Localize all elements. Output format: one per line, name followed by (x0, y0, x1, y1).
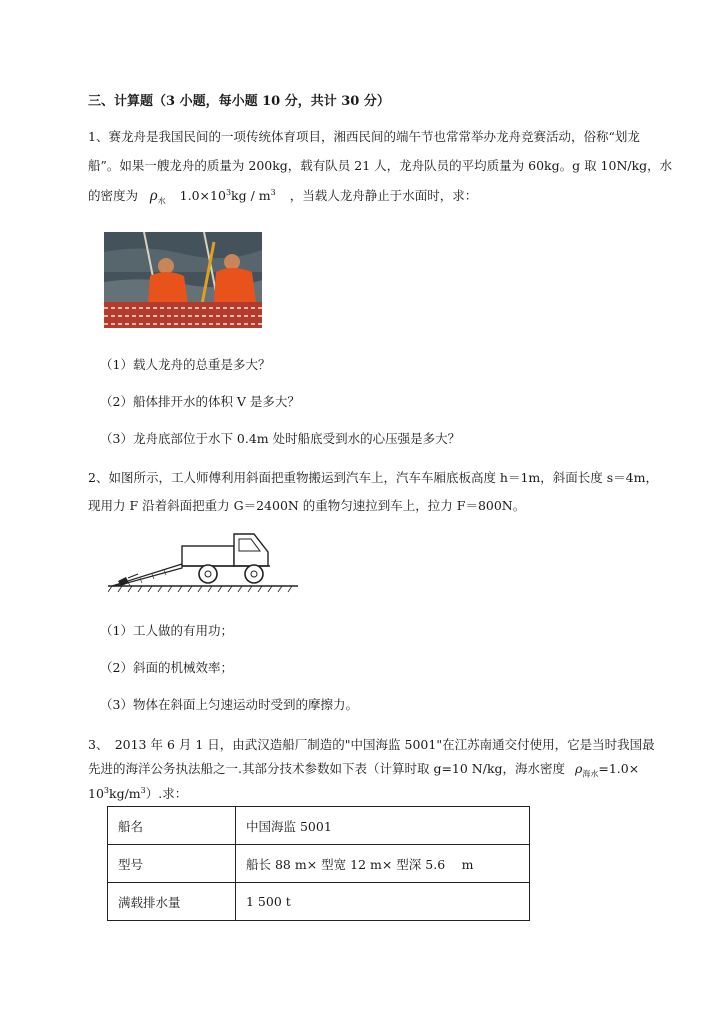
dragon-boat-photo (104, 232, 262, 328)
q3-line-2-prefix: 先进的海洋公务执法船之一.其部分技术参数如下表（计算时取 g=10 N/kg，海水密度 (88, 761, 566, 776)
q1-line-3-suffix: ，当载人龙舟静止于水面时，求： (289, 188, 478, 204)
table-cell-value: 1 500 t (236, 883, 530, 921)
q2-line-2: 现用力 F 沿着斜面把重力 G＝2400N 的重物匀速拉到车上，拉力 F＝800N。 (88, 498, 526, 513)
q1-line-3-prefix: 的密度为 (88, 188, 139, 204)
rho-symbol: ρ (150, 187, 158, 205)
table-cell-key: 型号 (108, 845, 236, 883)
q3-line-3-suffix: ）.求： (145, 786, 188, 802)
q1-line-2: 船”。如果一艘龙舟的质量为 200kg，载有队员 21 人，龙舟队员的平均质量为 60kg。g 取 10N/kg，水 (88, 158, 673, 173)
q3-line-1: 3、 2013 年 6 月 1 日，由武汉造船厂制造的"中国海监 5001"在江苏南通交付使用，它是当时我国最 (88, 737, 655, 752)
ship-spec-table (107, 806, 530, 921)
dragon-boat-illustration (104, 232, 262, 328)
table-row (108, 883, 530, 921)
q2-sub-1: （1）工人做的有用功； (100, 623, 233, 638)
q3-density-exponent: 3 (103, 786, 109, 795)
table-row (108, 807, 530, 845)
density-value: 1.0×10 (179, 188, 226, 204)
q3-density-base: 10 (88, 786, 104, 802)
q3-line-3 (88, 782, 187, 803)
density-unit-exponent: 3 (270, 188, 276, 197)
section-title: 三、计算题（3 小题，每小题 10 分，共计 30 分） (88, 94, 390, 109)
seawater-rho: ρ (575, 761, 583, 776)
rho-subscript: 水 (157, 196, 166, 206)
q1-line-3 (88, 184, 477, 211)
table-cell-value: 中国海监 5001 (236, 807, 530, 845)
q1-line-1: 1、赛龙舟是我国民间的一项传统体育项目，湘西民间的端午节也常常举办龙舟竞赛活动，俗称“划龙 (88, 129, 640, 144)
q3-density-unit: kg/m (109, 786, 141, 802)
q3-density-unit-exponent: 3 (140, 786, 146, 795)
table-cell-key: 满载排水量 (108, 883, 236, 921)
density-formula (180, 188, 280, 203)
q1-sub-3: （3）龙舟底部位于水下 0.4m 处时船底受到水的心压强是多大？ (100, 431, 461, 446)
q2-sub-2: （2）斜面的机械效率； (100, 660, 233, 675)
q2-sub-3: （3）物体在斜面上匀速运动时受到的摩擦力。 (100, 697, 358, 712)
q3-line-2 (88, 760, 639, 784)
table-cell-value: 船长 88 m× 型宽 12 m× 型深 5.6 m (236, 845, 530, 883)
density-exponent: 3 (225, 188, 232, 197)
seawater-rho-subscript: 海水 (582, 769, 599, 779)
density-unit: kg / m (231, 188, 271, 204)
q1-sub-2: （2）船体排开水的体积 V 是多大？ (100, 394, 300, 409)
q1-sub-1: （1）载人龙舟的总重是多大？ (100, 357, 271, 372)
table-row (108, 845, 530, 883)
q3-line-2-suffix: =1.0× (598, 761, 640, 776)
truck-ramp-diagram (108, 530, 308, 596)
q2-line-1: 2、如图所示，工人师傅利用斜面把重物搬运到汽车上，汽车车厢底板高度 h＝1m，斜面长度 s＝4m， (88, 470, 658, 485)
table-cell-key: 船名 (108, 807, 236, 845)
